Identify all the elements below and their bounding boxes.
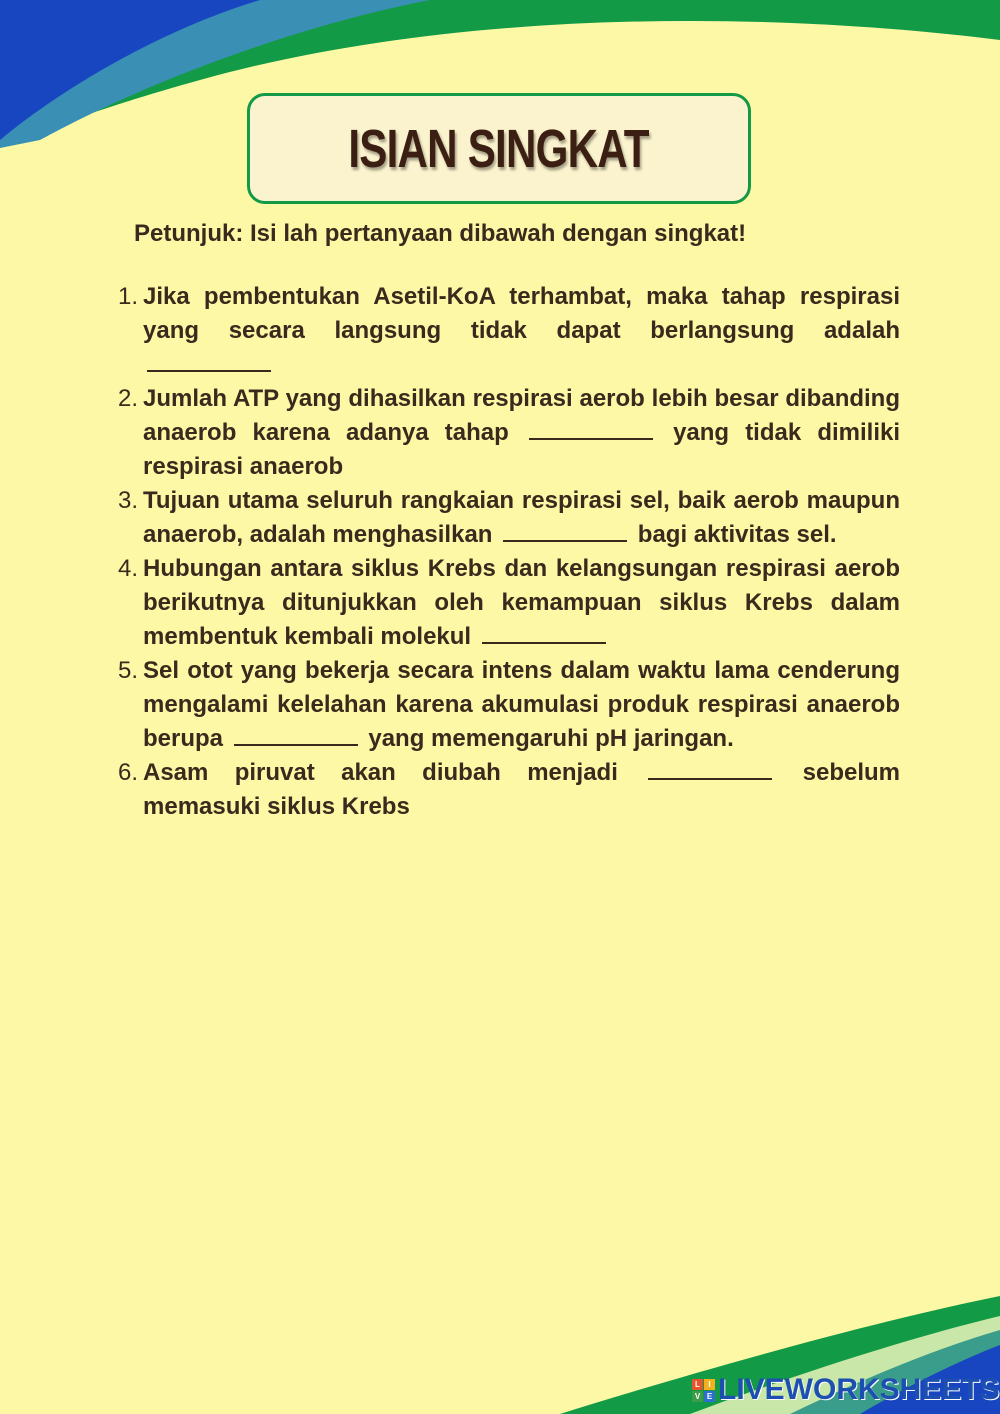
logo-letter: V (692, 1391, 703, 1402)
question-item-2 (118, 382, 900, 484)
question-item-1 (118, 280, 900, 382)
logo-icon (692, 1379, 715, 1402)
question-number: 4. (118, 555, 139, 582)
logo-letter: I (704, 1379, 715, 1390)
question-text: Hubungan antara siklus Krebs dan kelangsungan respirasi aerob berikutnya ditunjukkan oleh kemampuan siklus Krebs dalam membentuk kembali molekul (143, 555, 900, 650)
page-title: ISIAN SINGKAT (348, 118, 650, 179)
question-list (118, 280, 900, 824)
question-number: 3. (118, 487, 139, 514)
question-item-3 (118, 484, 900, 552)
logo-letter: E (704, 1391, 715, 1402)
question-text-after: sebelum memasuki siklus Krebs (143, 759, 901, 820)
answer-blank[interactable] (529, 416, 653, 440)
answer-blank[interactable] (482, 620, 606, 644)
question-text: Asam piruvat akan diubah menjadi (143, 759, 618, 786)
question-number: 6. (118, 759, 139, 786)
title-box (247, 93, 751, 204)
question-text: Sel otot yang bekerja secara intens dalam waktu lama cenderung mengalami kelelahan karena akumulasi produk respirasi anaerob berupa (143, 657, 900, 752)
question-text: Jika pembentukan Asetil-KoA terhambat, maka tahap respirasi yang secara langsung tidak dapat berlangsung adalah (143, 283, 900, 344)
logo-text: LIVEWORKSHEETS (718, 1373, 1000, 1406)
question-number: 2. (118, 385, 139, 412)
question-text: Tujuan utama seluruh rangkaian respirasi sel, baik aerob maupun anaerob, adalah menghasilkan (143, 487, 900, 548)
question-text-after: yang tidak dimiliki respirasi anaerob (143, 419, 901, 480)
answer-blank[interactable] (147, 348, 271, 372)
question-item-6 (118, 756, 900, 824)
liveworksheets-logo[interactable] (692, 1373, 1000, 1407)
answer-blank[interactable] (648, 756, 772, 780)
question-text-after: yang memengaruhi pH jaringan. (368, 725, 734, 752)
question-item-5 (118, 654, 900, 756)
instruction-text: Petunjuk: Isi lah pertanyaan dibawah dengan singkat! (134, 220, 747, 247)
question-number: 5. (118, 657, 139, 684)
answer-blank[interactable] (234, 722, 358, 746)
question-number: 1. (118, 283, 139, 310)
question-item-4 (118, 552, 900, 654)
answer-blank[interactable] (503, 518, 627, 542)
logo-letter: L (692, 1379, 703, 1390)
question-text-after: bagi aktivitas sel. (637, 521, 837, 548)
question-text: Jumlah ATP yang dihasilkan respirasi aerob lebih besar dibanding anaerob karena adanya tahap (143, 385, 900, 446)
